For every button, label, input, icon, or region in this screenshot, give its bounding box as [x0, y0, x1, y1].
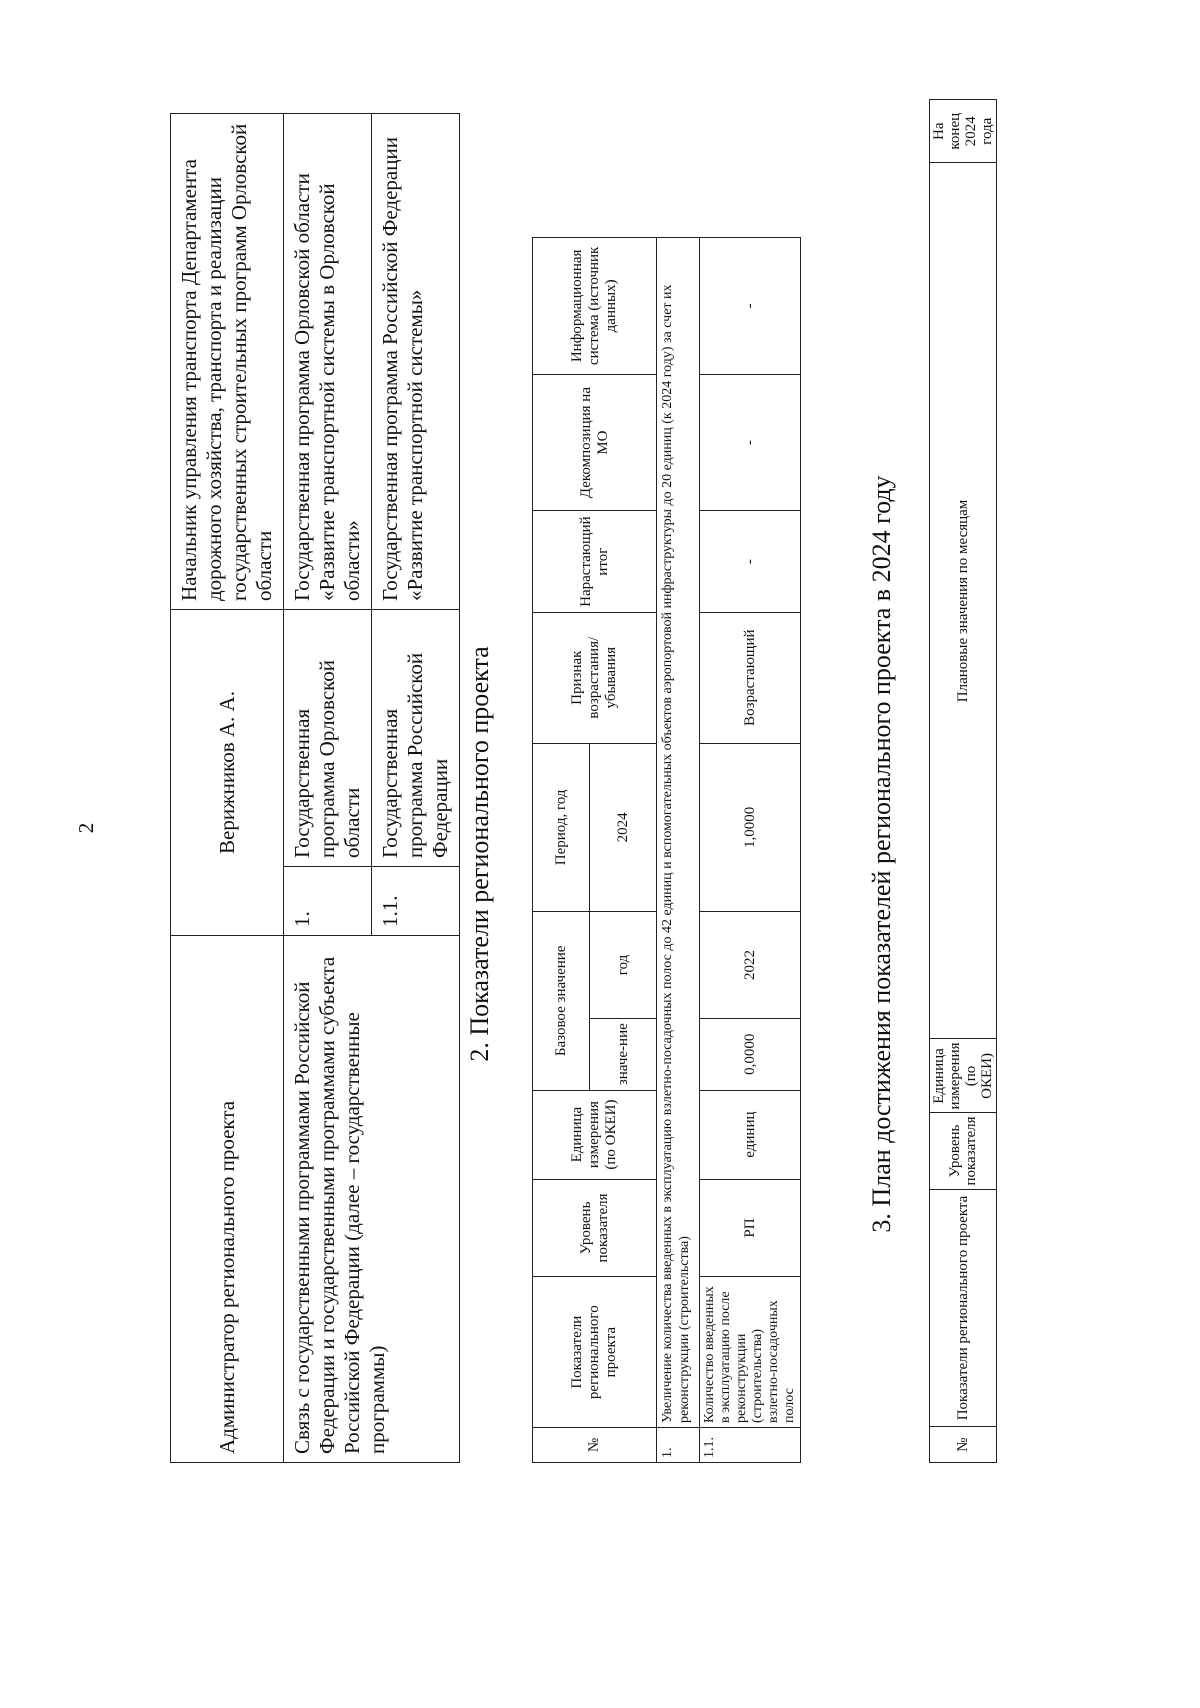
row-level: РП: [700, 1179, 801, 1277]
col-cumulative-header: Нарастающий итог: [533, 511, 657, 612]
goal-text: Увеличение количества введенных в эксплуатацию взлетно-посадочных полос до 42 единиц и вспомогательных объектов аэропортовой инфраструктуры до 20 единиц (к 2024 году) за счет их реконструкции (строительства): [657, 238, 700, 1428]
col-base-value-header: значе-ние: [590, 1018, 657, 1090]
row-cumulative: -: [700, 511, 801, 612]
header-row: [930, 100, 997, 1463]
goal-num: 1.: [657, 1428, 700, 1463]
col-indicator-header: Показатели регионального проекта: [533, 1277, 657, 1428]
col-period-header: Период, год: [533, 743, 590, 911]
col-num-header: №: [930, 1427, 997, 1463]
program-type: Государственная программа Орловской области: [284, 610, 372, 867]
row-info-system: -: [700, 238, 801, 375]
row-num: 1.1.: [700, 1428, 801, 1463]
admin-label: Администратор регионального проекта: [171, 936, 284, 1463]
col-decomposition-header: Декомпозиция на МО: [533, 374, 657, 511]
program-row: [284, 114, 372, 1463]
row-sign: Возрастающий: [700, 612, 801, 743]
admin-name: Верижников А. А.: [171, 610, 284, 936]
admin-position: Начальник управления транспорта Департамента дорожного хозяйства, транспорта и реализации государственных строительных программ Орловской области: [171, 114, 284, 610]
row-unit: единиц: [700, 1090, 801, 1179]
program-name: Государственная программа Российской Федерации «Развитие транспортной системы»: [372, 114, 460, 610]
row-decomposition: -: [700, 374, 801, 511]
col-base-year-header: год: [590, 912, 657, 1019]
section-2-title: 2. Показатели регионального проекта: [465, 646, 494, 1062]
col-period-year-header: 2024: [590, 743, 657, 911]
col-year-end-header: На конец 2024 года: [930, 100, 997, 163]
col-unit-header: Единица измерения (по ОКЕИ): [930, 1039, 997, 1113]
admin-row: [171, 114, 284, 1463]
header-row: [533, 238, 590, 1463]
row-base-value: 0,0000: [700, 1018, 801, 1090]
col-monthly-header: Плановые значения по месяцам: [930, 163, 997, 1039]
col-level-header: Уровень показателя: [930, 1113, 997, 1189]
col-num-header: №: [533, 1428, 657, 1463]
plan-table: [929, 99, 997, 1463]
program-name: Государственная программа Орловской области «Развитие транспортной системы в Орловской области»: [284, 114, 372, 610]
col-info-system-header: Информационная система (источник данных): [533, 238, 657, 375]
table-row: [700, 238, 801, 1463]
section-3-title: 3. План достижения показателей регионального проекта в 2024 году: [867, 475, 896, 1233]
row-base-year: 2022: [700, 912, 801, 1019]
col-base-header: Базовое значение: [533, 912, 590, 1090]
col-sign-header: Признак возрастания/ убывания: [533, 612, 657, 743]
col-unit-header: Единица измерения (по ОКЕИ): [533, 1090, 657, 1179]
goal-row: [657, 238, 700, 1463]
program-link-label: Связь с государственными программами Российской Федерации и государственными программами субъекта Российской Федерации (далее – государственные программы): [284, 936, 460, 1463]
row-value-2024: 1,0000: [700, 743, 801, 911]
row-indicator: Количество введенных в эксплуатацию после реконструкции (строительства) взлетно-посадочных полос: [700, 1277, 801, 1428]
program-type: Государственная программа Российской Федерации: [372, 610, 460, 867]
indicators-table: [532, 237, 801, 1463]
col-level-header: Уровень показателя: [533, 1179, 657, 1277]
page-number: 2: [74, 822, 98, 834]
project-admin-table: [170, 113, 460, 1463]
program-num: 1.: [284, 867, 372, 936]
col-indicator-header: Показатели регионального проекта: [930, 1189, 997, 1427]
program-num: 1.1.: [372, 867, 460, 936]
